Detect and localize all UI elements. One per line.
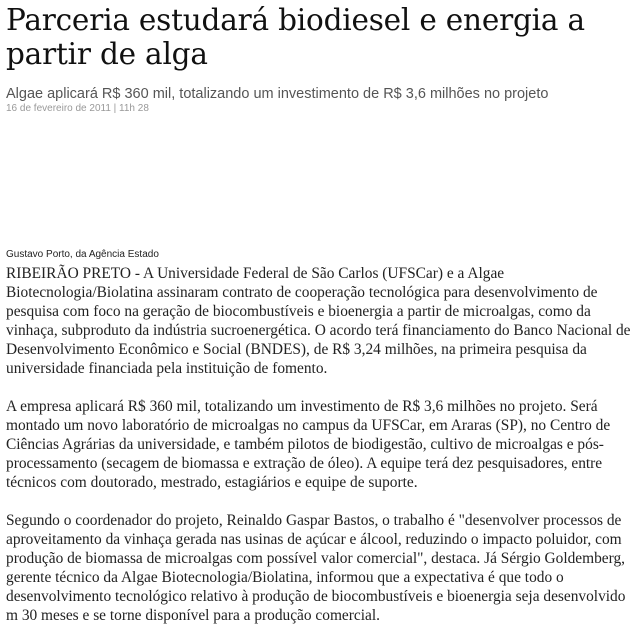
article-header [6,0,630,115]
article-paragraph: RIBEIRÃO PRETO - A Universidade Federal de São Carlos (UFSCar) e a Algae Biotecnologia/Biolatina assinaram contrato de cooperação tecnológica para desenvolvimento de pesquisa com foco na geração de biocombustíveis e bioenergia a partir de microalgas, como da vinhaça, subproduto da indústria sucroenergética. O acordo terá financiamento do Banco Nacional de Desenvolvimento Econômico e Social (BNDES), de R$ 3,24 milhões, na primeira pesquisa da universidade financiada pela instituição de fomento. [6,265,631,377]
article-body [6,264,632,644]
article-subtitle: Algae aplicará R$ 360 mil, totalizando um investimento de R$ 3,6 milhões no projeto [6,86,549,102]
article-paragraph: Segundo o coordenador do projeto, Reinaldo Gaspar Bastos, o trabalho é "desenvolver processos de aproveitamento da vinhaça gerada nas usinas de açúcar e álcool, reduzindo o impacto poluidor, com produção de biomassa de microalgas com possível valor comercial", destaca. Já Sérgio Goldemberg, gerente técnico da Algae Biotecnologia/Biolatina, informou que a expectativa é que todo o desenvolvimento tecnológico relativo à produção de biocombustíveis e bioenergia seja desenvolvido m 30 meses e se torne disponível para a produção comercial. [6,512,626,624]
article-byline: Gustavo Porto, da Agência Estado [6,249,159,260]
article-headline: Parceria estudará biodiesel e energia a partir de alga [6,3,585,71]
article-paragraph: A empresa aplicará R$ 360 mil, totalizando um investimento de R$ 3,6 milhões no projeto. Será montado um novo laboratório de microalgas no campus da UFSCar, em Araras (SP), no Centro de Ciências Agrárias da universidade, e também pilotos de biodigestão, cultivo de microalgas e pós-processamento (secagem de biomassa e extração de óleo). A equipe terá dez pesquisadores, entre técnicos com doutorado, mestrado, estagiários e equipe de suporte. [6,398,611,491]
article-dateline: 16 de fevereiro de 2011 | 11h 28 [6,103,149,114]
